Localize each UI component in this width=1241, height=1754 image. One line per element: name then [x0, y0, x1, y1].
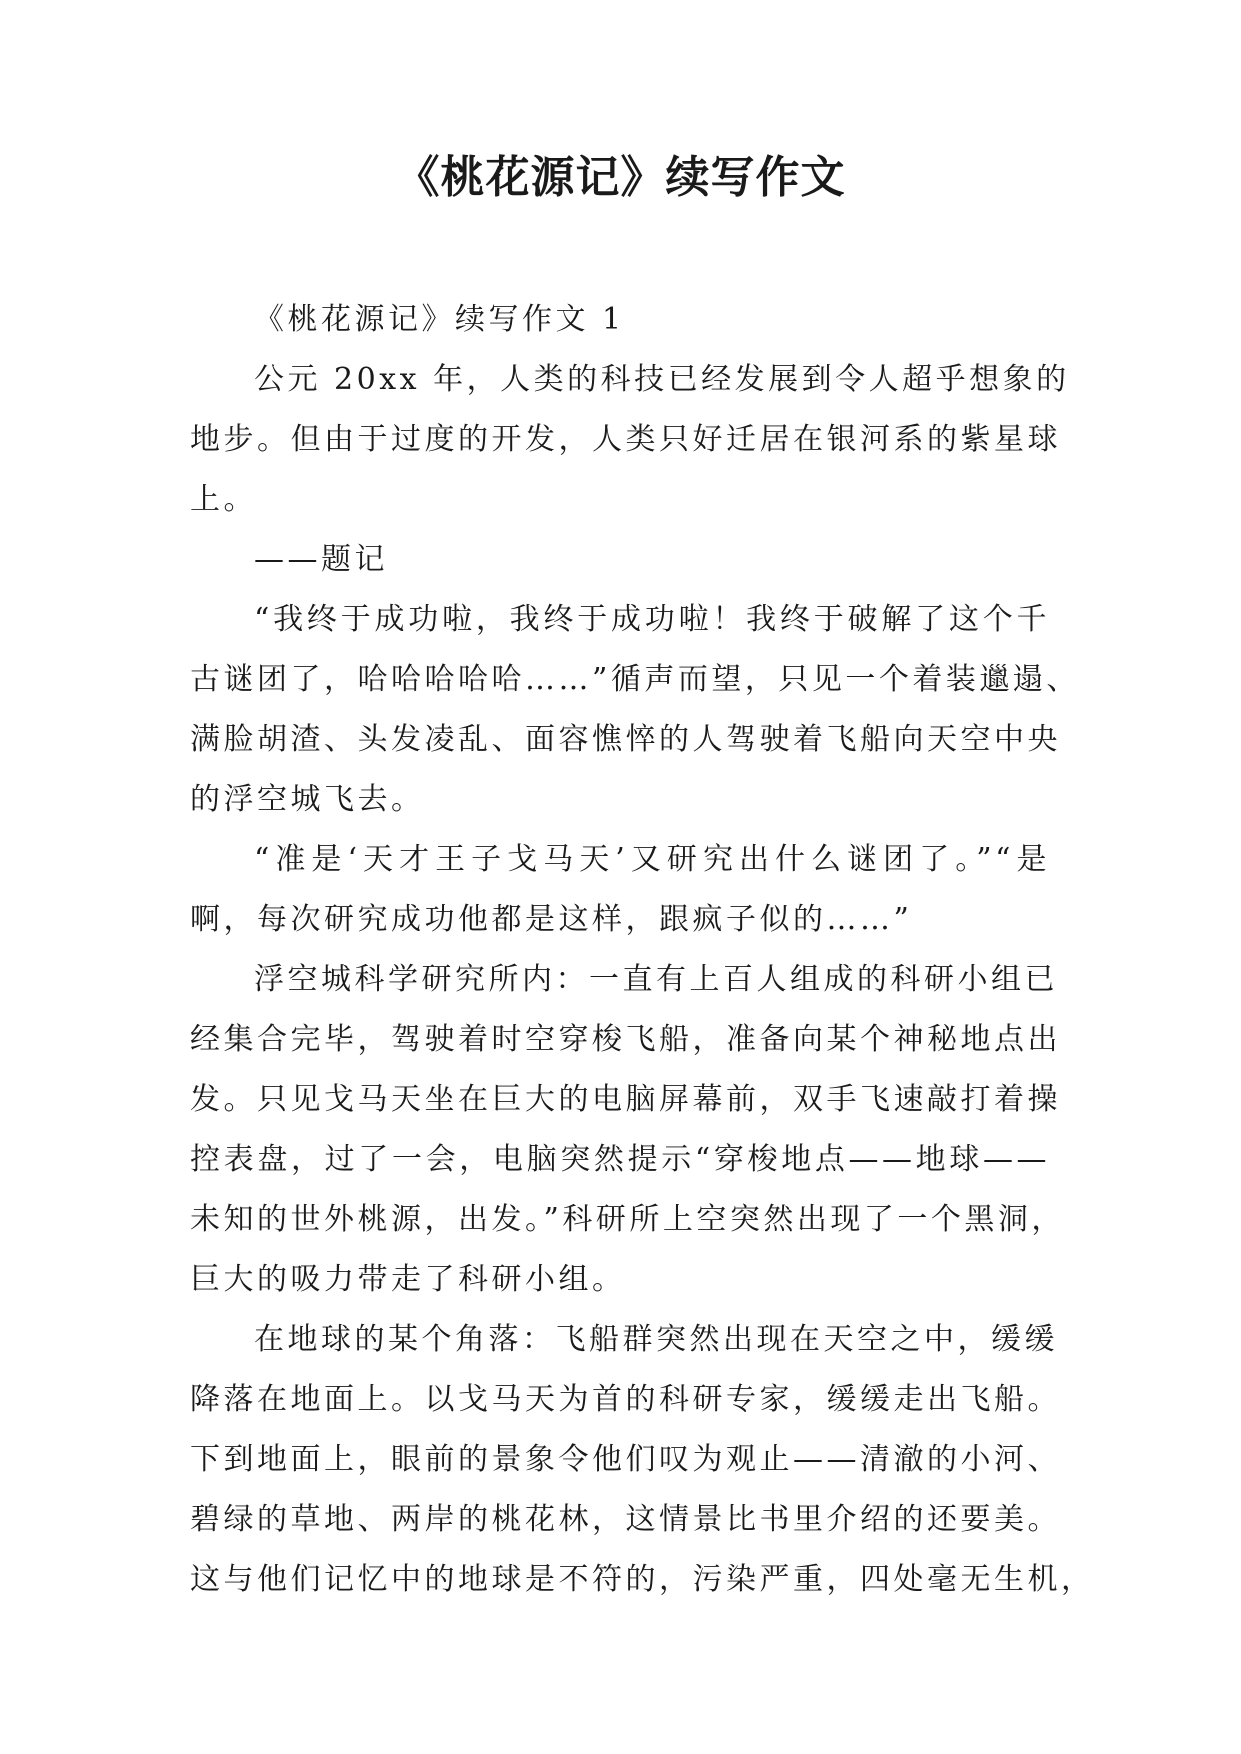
- text-line: 古谜团了，哈哈哈哈哈……”循声而望，只见一个着装邋遢、: [190, 662, 1080, 697]
- text-line: 下到地面上，眼前的景象令他们叹为观止——清澈的小河、: [190, 1442, 1061, 1477]
- text-line: 降落在地面上。以戈马天为首的科研专家，缓缓走出飞船。: [190, 1382, 1061, 1417]
- text-line: 这与他们记忆中的地球是不符的，污染严重，四处毫无生机，: [190, 1562, 1095, 1597]
- text-line: 《桃花源记》续写作文 1: [254, 302, 625, 337]
- text-line: 浮空城科学研究所内：一直有上百人组成的科研小组已: [254, 962, 1058, 997]
- text-line: 啊，每次研究成功他都是这样，跟疯子似的……”: [190, 902, 913, 937]
- text-line: 满脸胡渣、头发凌乱、面容憔悴的人驾驶着飞船向天空中央: [190, 722, 1061, 757]
- text-line: “我终于成功啦，我终于成功啦！我终于破解了这个千: [254, 602, 1050, 637]
- text-line: 的浮空城飞去。: [190, 782, 425, 817]
- text-line: 控表盘，过了一会，电脑突然提示“穿梭地点——地球——: [190, 1142, 1050, 1177]
- text-line: “准是‘天才王子戈马天’又研究出什么谜团了。”“是: [254, 842, 1050, 877]
- document-title: 《桃花源记》续写作文: [395, 152, 846, 203]
- text-line: 发。只见戈马天坐在巨大的电脑屏幕前，双手飞速敲打着操: [190, 1082, 1061, 1117]
- text-line: 地步。但由于过度的开发，人类只好迁居在银河系的紫星球: [190, 422, 1061, 457]
- text-line: 公元 20xx 年，人类的科技已经发展到令人超乎想象的: [254, 362, 1070, 397]
- text-line: 碧绿的草地、两岸的桃花林，这情景比书里介绍的还要美。: [190, 1502, 1061, 1537]
- text-line: 未知的世外桃源，出发。”科研所上空突然出现了一个黑洞，: [190, 1202, 1065, 1237]
- text-line: 经集合完毕，驾驶着时空穿梭飞船，准备向某个神秘地点出: [190, 1022, 1061, 1057]
- document-body: [190, 290, 1095, 1610]
- text-line: ——题记: [254, 542, 388, 577]
- text-line: 巨大的吸力带走了科研小组。: [190, 1262, 626, 1297]
- text-line: 上。: [190, 482, 257, 517]
- text-line: 在地球的某个角落：飞船群突然出现在天空之中，缓缓: [254, 1322, 1058, 1357]
